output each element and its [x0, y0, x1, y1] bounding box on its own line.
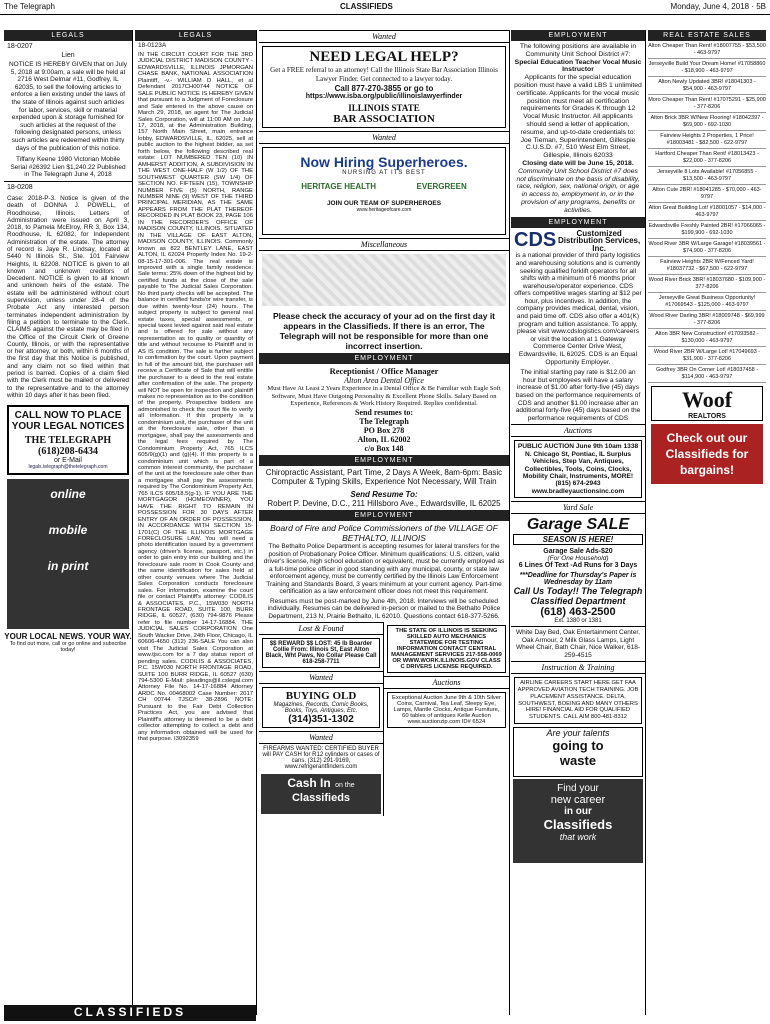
- garage-logo: Garage SALE: [526, 516, 630, 534]
- listing-item: Edwardsville Freshly Painted 2BR! #17066065 - $199,900 - 692-1030: [648, 221, 766, 239]
- listing-list: [648, 41, 766, 383]
- job-title: Chiropractic Assistant, Part Time, 2 Days A Week, 8am-6pm: Basic Computer & Typing Skills, Experience Not Necessary, Will Train: [265, 467, 503, 487]
- wanted-header: Wanted: [259, 731, 383, 744]
- listing-item: Moro Cheaper Than Rent! #17075291 - $25,900 - 377-8206: [648, 95, 766, 113]
- listing-item: Wood River 2BR W/Large Lot! #17049693 - $31,900 - 377-8206: [648, 347, 766, 365]
- column-classifieds-middle: [259, 30, 510, 1015]
- notice-body: IN THE CIRCUIT COURT FOR THE 3RD JUDICIAL DISTRICT MADISON COUNTY - EDWARDSVILLE, ILLINOIS JPMORGAN CHASE BANK, NATIONAL ASSOCIATION Plaintiff, -v.- WILLIAM D HALL, et al Defendant 2017CH00744 NOTICE OF SALE PUBLIC NOTICE IS HEREBY GIVEN that pursuant to a Judgment of Foreclosure and Sale entered in the above cause on March 29, 2018, an agent for The Judicial Sales Corporation, will at 11:00 AM on July 17, 2018, at the Administration Building, 157 North Main Street, main entrance lobby, EDWARDSVILLE, IL, 62025, sell at public auction to the highest bidder, as set forth below, the following described real estate: LOT NUMBERED TEN (10) IN AMHERST ADDITION, A SUBDIVISION IN THE WEST ONE-HALF (W 1/2) OF THE SOUTHWEST QUARTER (SW 1/4) OF SECTION NO. FIFTEEN (15), TOWNSHIP NUMBER FIVE (5) NORTH, RANGE NUMBER NINE (9) WEST OF THE THIRD PRINCIPAL MERIDIAN, AS THE SAME APPEARS FROM THE PLAT THEREOF RECORDED IN PLAT BOOK 23, PAGE 106 IN THE RECORDER'S OFFICE OF MADISON COUNTY, ILLINOIS. SITUATED IN THE VILLAGE OF EAST ALTON, MADISON COUNTY, ILLINOIS. Commonly known as 822 BENTLEY LANE, EAST ALTON, IL 62024 Property Index No. 19-2-08-15-17-301-006. The real estate is improved with a single family residence. Sale terms: 25% down of the highest bid by certified funds at the close of the sale payable to The Judicial Sales Corporation. No third party checks will be accepted. The balance in certified funds/or wire transfer, is due within twenty-four (24) hours. The subject property is subject to general real estate taxes, special assessments, or special taxes levied against said real estate and is offered for sale without any representation as to quality or quantity of title and without recourse to Plaintiff and in AS IS condition. The sale is further subject to confirmation by the court. Upon payment in full of the amount bid, the purchaser will receive a Certificate of Sale that will entitle the purchaser to a deed to the real estate after confirmation of the sale. The property will NOT be open for inspection and plaintiff makes no representation as to the condition of the property. Prospective bidders are admonished to check the court file to verify all information. If this property is a condominium unit, the purchaser of the unit at the foreclosure sale, other than a mortgagee, shall pay the assessments and the legal fees required by The Condominium Property Act, 765 ILCS 605/9(g)(1) and (g)(4). If this property is a condominium unit which is part of a common interest community, the purchaser of the unit at the foreclosure sale other than a mortgagee shall pay the assessments required by The Condominium Property Act, 765 ILCS 605/18.5(g-1). IF YOU ARE THE MORTGAGOR (HOMEOWNER), YOU HAVE THE RIGHT TO REMAIN IN POSSESSION FOR 30 DAYS AFTER ENTRY OF AN ORDER OF POSSESSION, IN ACCORDANCE WITH SECTION 15-1701(C) OF THE ILLINOIS MORTGAGE FORECLOSURE LAW. You will need a photo identification issued by a government agency (driver's license, passport, etc.) in order to gain entry into our building and the foreclosure sale room in Cook County and the same identification for sales held at other county venues where The Judicial Sales Corporation conducts foreclosure sales. For information, examine the court file or contact Plaintiff's attorney: CODILIS & ASSOCIATES, P.C., 15W030 NORTH FRONTAGE ROAD, SUITE 100, BURR RIDGE, IL 60527, (630) 794-9876 Please refer to file number 14-17-16884. THE JUDICIAL SALES CORPORATION One South Wacker Drive, 24th Floor, Chicago, IL 60606-4650 (312) 236-SALE You can also visit The Judicial Sales Corporation at www.tjsc.com for a 7 day status report of pending sales. CODILIS & ASSOCIATES, P.C. 15W030 NORTH FRONTAGE ROAD, SUITE 100 BURR RIDGE, IL 60527 (630) 794-5300 E-Mail: pleadings@il.cslegal.com Attorney File No. 14-17-16884 Attorney ARDC No. 00468002 Case Number: 2017 CH 00744 TJSC#: 38-2896 NOTE: Pursuant to the Fair Debt Collection Practices Act, you are advised that Plaintiff's attorney is deemed to be a debt collector attempting to collect a debt and any information obtained will be used for that purpose. I3092359: [138, 52, 253, 743]
- firearms-ad: FIREARMS WANTED: CERTIFIED BUYER will PAY CASH for R12 cylinders or cases of cans. (312) 291-9169, www.refrigerantfinders.com: [262, 746, 380, 771]
- legals-header: LEGALS: [4, 30, 132, 41]
- woof-name: Woof: [681, 387, 733, 412]
- cds-logo: CDS: [514, 229, 557, 252]
- exceptional-auction-ad: Exceptional Auction June 9th & 10th Silver Coins, Carnival, Tea Leaf, Sleepy Eye, Lamps, Mantle Clocks, Antique Furniture, 60 tables of antiques Kelle Auction www.auctionzip.com ID# 6524: [387, 692, 506, 728]
- notice-body: Case: 2018-P-3. Notice is given of the death of DONNA J. POWELL, of Roodhouse, Illinois. Letters of Administration were issued on April 3, 2018, to Pamela McElroy, RR 3, Box 134, Roodhouse, IL 62082, for Independent Administration of the estate. The attorney of record is Jaye R. Lindsay, located at 5440 N Illinois St., Ste. 101 Fairview Heights, IL 62208. NOTICE is given to all known and unknown creditors of Decedent. NOTICE is given to all known and unknown heirs of the estate. The estate will be administered without court supervision, unless under 28-4 of the Probate Act any interested person terminates independent administration by filing a petition to terminate to the Clerk. CLAIMS against the estate may be filed in the Office of the Circuit Clerk of Greene County, Illinois, or with the representative or her attorney, or both, within 6 months of the first day that this Notice is published, and any claim not so filed within that period is barred. Copies of a claim filed with the Clerk must be mailed or delivered to the representative and to the attorney within 10 days after it has been filed.: [7, 194, 129, 399]
- masthead-paper: The Telegraph: [4, 2, 55, 11]
- job-body: Must Have At Least 2 Years Experience in a Dental Office & Be Familiar with Eagle Soft Software, Must Have Outgoing Personality & Excellent Phone Skills. Salary Based on Experience, References & Work History Required. Replies confidential.: [267, 385, 501, 408]
- listing-item: Fairview Heights 2 Properties, 1 Price! #18003481 - $82,500 - 622-9797: [648, 131, 766, 149]
- listing-item: Alton Cute 2BR! #18041285 - $70,000 - 463-9797: [648, 185, 766, 203]
- job-address-1: The Telegraph: [359, 416, 409, 426]
- buying-old-title: BUYING OLD: [285, 690, 357, 703]
- legal-ad-email-label: or E-Mail: [53, 457, 82, 465]
- career-line-2: new career: [550, 794, 606, 806]
- garage-price: Garage Sale Ads-$20: [543, 548, 613, 556]
- legal-help-url: https://www.isba.org/public/illinoislawyerfinder: [305, 93, 463, 100]
- garage-phone: (618) 463-2500: [540, 606, 616, 619]
- real-estate-header: REAL ESTATE SALES: [648, 30, 766, 41]
- job-send: Send Resume To:: [350, 489, 418, 499]
- yard-sale-header: Yard Sale: [511, 501, 645, 514]
- notice-id: 18-0208: [4, 181, 132, 193]
- cds-ad: [511, 228, 645, 425]
- legal-help-body: Get a FREE referral to an attorney! Call the Illinois State Bar Association Illinois Lawyer Finder. Get connected to a lawyer today.: [270, 66, 498, 83]
- job-send: Send resumes to:: [354, 407, 414, 417]
- listing-item: Hartford Cheaper Than Rent! #18013423 - $22,000 - 377-8206: [648, 149, 766, 167]
- employment-header: EMPLOYMENT: [511, 30, 645, 41]
- garage-sub: (For One Household): [547, 555, 609, 563]
- column-legals-2: [135, 30, 257, 1015]
- listing-item: Fairview Heights 2BR W/Fenced Yard! #18037732 - $67,500 - 622-9797: [648, 257, 766, 275]
- buying-old-body: Magazines, Records, Comic Books, Books, Toys, Antiques, Etc.: [273, 702, 369, 715]
- chiropractic-ad: [259, 466, 509, 511]
- column-real-estate: [648, 30, 766, 1015]
- miscellaneous-header: Miscellaneous: [259, 238, 509, 251]
- listing-item: Wood River Darling 3BR! #18009748 - $69,999 - 377-8206: [648, 311, 766, 329]
- talents-line-3: waste: [559, 753, 597, 768]
- listing-item: Jerseyville Great Business Opportunity! #17069543 - $125,000 - 463-9797: [648, 293, 766, 311]
- legal-ad-phone: THE TELEGRAPH (618)208-6434: [24, 435, 112, 458]
- cds-pay: The initial starting pay rate is $12.00 an hour but employees will have a salary increase of $1.00 after forty-five (45) days based on the performance requirements of CDS and another $1.00 increase after an additional forty-five (45) days based on the performance requirements of CDS: [515, 369, 641, 422]
- career-line-5: that work: [559, 832, 597, 842]
- listing-item: Alton Cheaper Than Rent! #18007755 - $53,500 - 463-9797: [648, 41, 766, 59]
- superheroes-sub: NURSING AT ITS BEST: [342, 170, 426, 176]
- school-body: Applicants for the special education position must have a valid LBS 1 unlimited certificate. Applicants for the vocal music position must meet all certification requirements for Grades K through 12 Vocal Music Instructor. All applicants should send a letter of application, resume, and up-to-date credentials to:: [514, 74, 642, 136]
- auctions-header: Auctions: [511, 424, 645, 437]
- legal-ad-email: legals.telegraph@thetelegraph.com: [28, 464, 108, 471]
- legals-header: LEGALS: [135, 30, 256, 41]
- cds-company: Customized Distribution Services, Inc.: [557, 228, 641, 253]
- listing-item: Alton 3BR New Construction! #17093582 - $130,000 - 463-9797: [648, 329, 766, 347]
- superheroes-url: www.heritageofcare.com: [356, 207, 412, 213]
- garage-lines: 6 Lines Of Text -Ad Runs for 3 Days: [518, 562, 638, 570]
- notice-id: 18-0123A: [138, 42, 167, 49]
- job-address-2: PO Box 278: [363, 425, 405, 435]
- career-ad: [513, 779, 643, 863]
- isba-logo-line1: ILLINOIS STATE: [348, 103, 420, 113]
- school-positions: Special Education Teacher Vocal Music Instructor: [514, 58, 642, 74]
- masthead-section: CLASSIFIEDS: [340, 2, 393, 11]
- lost-found-header: Lost & Found: [259, 622, 383, 635]
- employment-header: EMPLOYMENT: [259, 455, 509, 466]
- legal-help-phone: Call 877-270-3855 or go to: [334, 84, 434, 93]
- listing-item: Alton Brick 3BR W/New Flooring! #18042397 - $69,900 - 692-1030: [648, 113, 766, 131]
- buying-old-phone: (314)351-1302: [288, 714, 354, 726]
- garage-season: SEASON IS HERE!: [513, 534, 643, 545]
- subscribe-online: online: [50, 487, 86, 502]
- superheroes-ad: [262, 147, 506, 235]
- subscribe-note: To find out more, call or go online and subscribe today!: [9, 641, 127, 654]
- school-closing: Closing date will be June 15, 2018.: [522, 159, 634, 167]
- check-out-ad: Check out our Classifieds for bargains!: [651, 424, 763, 484]
- classifieds-footer-banner: CLASSIFIEDS: [4, 1005, 256, 1021]
- subscribe-tagline: YOUR LOCAL NEWS. YOUR WAY.: [4, 632, 132, 642]
- notice-body: NOTICE IS HEREBY GIVEN that on July 5, 2018 at 9:00am, a sale will be held at 2716 West Delmar #11, Godfrey, IL 62035, to sell the following articles to enforce a lien existing under the laws of the state of Illinois against such articles for labor, services, skill or material expended upon & storage furnished for such articles at the request of the following designated persons, unless such articles are redeemed within thirty days of the publication of this notice.: [8, 61, 127, 152]
- listing-item: Wood River Brick 3BR! #18037680 - $109,900 - 377-8206: [648, 275, 766, 293]
- auto-mechanic-ad: THE STATE OF ILLINOIS IS SEEKING SKILLED AUTO MECHANICS STATEWIDE FOR TESTING INFORMATION CONTACT CENTRAL MANAGEMENT SERVICES 217-558-0069 OR WWW.WORK.ILLINOIS.GOV CLASS C DRIVERS LICENSE REQUIRED.: [387, 625, 506, 673]
- talents-line-2: going to: [552, 738, 604, 753]
- buying-old-ad: [262, 687, 380, 728]
- legal-ad-headline: CALL NOW TO PLACE YOUR LEGAL NOTICES: [11, 410, 125, 433]
- superheroes-headline: Now Hiring Superheroes.: [300, 154, 468, 170]
- column-employment-right: [511, 30, 646, 1015]
- notice-signature: Tiffany Keene 1980 Victorian Mobile Serial #26392 Lien $1,240.22 Published in The Telegraph June 4, 2018: [10, 156, 126, 179]
- legal-help-title: NEED LEGAL HELP?: [309, 49, 459, 65]
- subscribe-mobile: mobile: [48, 523, 88, 538]
- garage-ext: Ext. 1380 or 1381: [554, 618, 602, 625]
- cash-in-classifieds: Classifieds: [291, 792, 351, 805]
- job-address-3: Alton, IL 62002: [357, 434, 411, 444]
- woof-logo: [651, 386, 763, 421]
- misc-image-placeholder: [262, 254, 506, 306]
- isba-logo-line2: BAR ASSOCIATION: [333, 113, 435, 125]
- job-body: The Bethalto Police Department is accepting resumes for lateral transfers for the position of Probationary Police Officer. Minimum qualifications: U.S. citizen, valid driver's license, high school education or equivalent, must be currently employed as a full-time police officer in good standing with any municipal, county, or state law enforcement agency, must be currently certified by the Illinois Law Enforcement Training and Standards Board, 3 years minimum at your current agency. Part-time certification as a law enforcement officer does not meet this requirement.: [263, 543, 505, 596]
- cash-in-on: on the: [335, 782, 355, 790]
- auctions-header: Auctions: [384, 676, 509, 689]
- misc-notice: Please check the accuracy of your ad on the first day it appears in the Classifieds. If there is an error, The Telegraph will not be responsible for more than one incorrect insertion.: [272, 311, 496, 351]
- garage-call: Call Us Today!! The Telegraph Classified Department: [513, 586, 643, 607]
- job-address-4: c/o Box 148: [364, 443, 404, 453]
- school-address: Joe Tieman, Superintendent, Gillespie C.U.S.D. #7, 510 West Elm Street, Gillespie, Illinois 62033: [520, 136, 636, 160]
- column-legals-1: [4, 30, 133, 1015]
- wanted-header: Wanted: [259, 131, 509, 144]
- career-line-1: Find your: [557, 783, 599, 794]
- listing-item: Jerseyville 8 Lots Available! #17056855 - $13,500 - 463-9797: [648, 167, 766, 185]
- wanted-header: Wanted: [259, 671, 383, 684]
- superheroes-join: JOIN OUR TEAM OF SUPERHEROES: [326, 200, 442, 207]
- listing-item: Jerseyville Build Your Dream Home! #17058860 - $18,900 - 463-9797: [648, 59, 766, 77]
- job-subtitle: Alton Area Dental Office: [344, 376, 424, 385]
- public-auction-ad: PUBLIC AUCTION June 9th 10am 1338 N. Chicago St, Pontiac, IL Surplus Vehicles, Step Van, Antiques, Collectibles, Tools, Coins, Clocks, Mobility Chair, Instruments, MORE! (815) 674-2943 www.bradleyauctionsinc.com: [514, 440, 642, 498]
- job-title: Receptionist / Office Manager: [329, 366, 439, 376]
- job-body-2: Resumes must be post-marked by June 4th, 2018. Interviews will be scheduled individually. Resumes can be delivered in-person or mailed to the Bethalto Police Department, 213 N. Prairie Bethalto, IL 62010. Questions contact 618-377-5266.: [267, 597, 501, 620]
- talents-ad: [513, 727, 643, 777]
- employment-header: EMPLOYMENT: [511, 217, 645, 228]
- cds-body: is a national provider of third party logistics and warehousing solutions and is currently seeking qualified forklift operators for all shifts with a minimum of 6 months prior warehouse/operator experience. CDS offers competitive wages starting at $12 per hour, plus incentives. In addition, the company provides medical, dental, vision, and paid time off. CDS also offer a 401(K) program and tuition assistance. To apply, please visit www.cdslogistics.com/careers or visit the location at 1 Gateway Commerce Center Drive West, Edwardsville, IL 62025. CDS is an Equal Opportunity Employer.: [514, 252, 642, 366]
- lost-found-ad: $$ REWARD $$ LOST: 45 lb Boarder Collie From: Illinois St, East Alton Black, Wht Paws, No Collar Please Call 618-258-7711: [262, 638, 380, 668]
- school-eeo: Community Unit School District #7 does not discriminate on the basis of disability, race, religion, sex, national origin, or age in access to, employment in, or in the provision of any programs, benefits or activities.: [516, 167, 640, 214]
- instruction-header: Instruction & Training: [511, 661, 645, 674]
- cash-in-title: Cash In: [287, 776, 331, 791]
- wanted-header: Wanted: [259, 30, 509, 43]
- talents-line-1: Are your talents: [546, 728, 610, 738]
- listing-item: Alton Newly Updated 3BR! #18041303 - $54,900 - 463-9797: [648, 77, 766, 95]
- evergreen-logo: EVERGREEN: [416, 182, 467, 191]
- legal-help-ad: [262, 46, 506, 128]
- school-intro: The following positions are available in Community Unit School District #7:: [519, 43, 637, 58]
- subscribe-ad: [7, 479, 129, 629]
- notice-title: Lien: [61, 52, 75, 59]
- woof-realtors: REALTORS: [688, 413, 726, 420]
- heritage-logo: HERITAGE HEALTH: [301, 182, 377, 191]
- cash-in-ad: [261, 774, 381, 814]
- employment-header: EMPLOYMENT: [259, 510, 509, 521]
- job-title: Board of Fire and Police Commissioners of the VILLAGE OF BETHALTO, ILLINOIS: [270, 523, 498, 544]
- garage-deadline: ***Deadline for Thursday's Paper is Wednesday by 11am: [519, 572, 637, 587]
- subscribe-print: in print: [47, 559, 89, 574]
- bethalto-ad: [259, 521, 509, 622]
- listing-item: Godfrey 3BR On Corner Lot! #18037458 - $114,900 - 463-9797: [648, 365, 766, 383]
- job-address: Robert P. Devine, D.C., 211 Hillsboro Ave., Edwardsville, IL 62025: [267, 498, 501, 508]
- employment-header: EMPLOYMENT: [259, 353, 509, 364]
- listing-item: Wood River 3BR W/Large Garage! #18039561 - $74,900 - 377-8206: [648, 239, 766, 257]
- receptionist-ad: [259, 364, 509, 455]
- airline-ad: AIRLINE CAREERS START HERE GET FAA APPROVED AVIATION TECH TRAINING. JOB PLACEMENT ASSISTANCE. DELTA, SOUTHWEST, BOEING AND MANY OTHERS HIRE! FINANCIAL AID FOR QUALIFIED STUDENTS. CALL AIM 800-481-8312: [514, 677, 642, 724]
- day-bed-ad: White Day Bed, Oak Entertainment Center, Oak Armour, 2 Milk Glass Lamps, Light Wheel Chair, Bath Chair, Nice Walker, 618-259-4515: [511, 626, 645, 661]
- school-ad: [511, 41, 645, 217]
- listing-item: Alton Great Building Lot! #18001057 - $14,000 - 463-9797: [648, 203, 766, 221]
- career-line-3: in our: [564, 806, 592, 817]
- notice-id: 18-0207: [7, 43, 33, 50]
- career-line-4: Classifieds: [543, 817, 613, 832]
- masthead: [0, 0, 770, 15]
- masthead-date: Monday, June 4, 2018 · 5B: [670, 2, 766, 11]
- legal-notice-ad: [7, 405, 129, 475]
- garage-sale-ad: [511, 514, 645, 626]
